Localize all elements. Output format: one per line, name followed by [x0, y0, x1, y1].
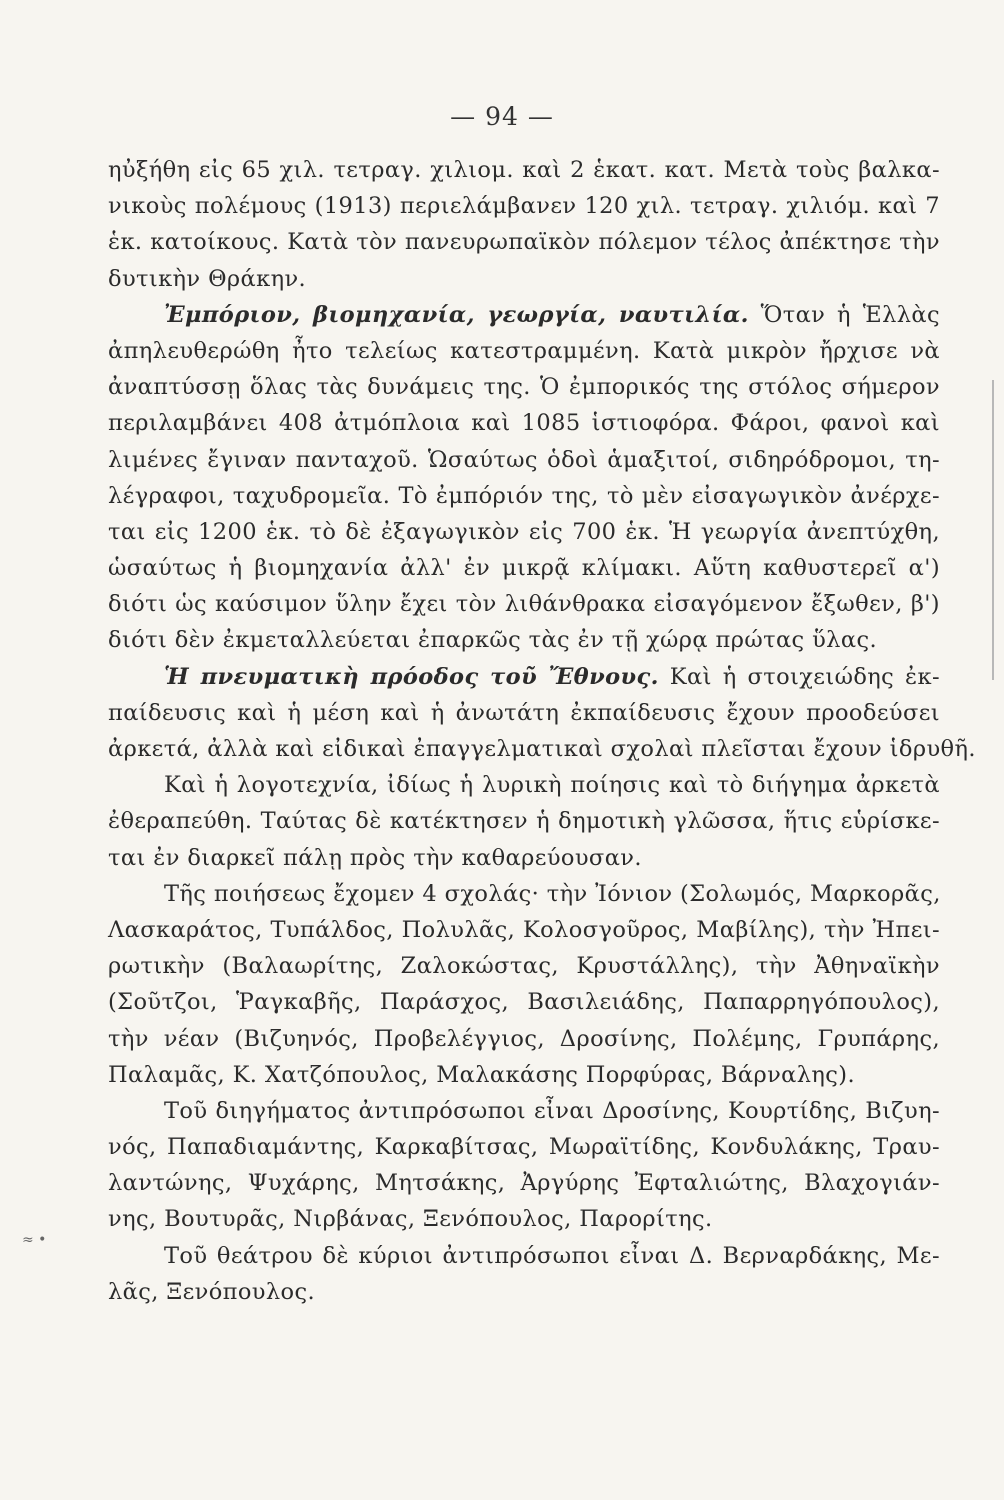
text-line: [108, 984, 940, 1020]
text-line: [108, 369, 940, 405]
line-text: ἑκ. κατοίκους. Κατὰ τὸν πανευρωπαϊκὸν πόλεμον τέλος ἀπέκτησε τὴν: [108, 229, 940, 256]
page-number: — 94 —: [450, 102, 554, 131]
text-line: [108, 1129, 940, 1165]
line-text: λαντώνης, Ψυχάρης, Μητσάκης, Ἀργύρης Ἐφταλιώτης, Βλαχογιάν-: [108, 1170, 940, 1197]
section-heading: Ἐμπόριον, βιομηχανία, γεωργία, ναυτιλία.: [164, 301, 749, 328]
text-line: [108, 948, 940, 984]
section-heading: Ἡ πνευματικὴ πρόοδος τοῦ Ἔθνους.: [164, 663, 659, 690]
line-text: Παλαμᾶς, Κ. Χατζόπουλος, Μαλακάσης Πορφύρας, Βάρναλης).: [108, 1061, 856, 1088]
text-line: [108, 1021, 940, 1057]
line-text: Λασκαράτος, Τυπάλδος, Πολυλᾶς, Κολοσγοῦρος, Μαβίλης), τὴν Ἠπει-: [108, 916, 940, 943]
page-edge-shadow: [992, 380, 994, 680]
body-text: [108, 152, 976, 1310]
text-line: [108, 478, 940, 514]
line-text: διότι ὡς καύσιμον ὕλην ἔχει τὸν λιθάνθρακα εἰσαγόμενον ἔξωθεν, β'): [108, 591, 940, 618]
line-text: διότι δὲν ἐκμεταλλεύεται ἐπαρκῶς τὰς ἐν τῇ χώρᾳ πρώτας ὕλας.: [108, 627, 877, 654]
line-text: (Σοῦτζοι, Ῥαγκαβῆς, Παράσχος, Βασιλειάδης, Παπαρρηγόπουλος),: [108, 989, 940, 1016]
line-text: περιλαμβάνει 408 ἀτμόπλοια καὶ 1085 ἱστιοφόρα. Φάροι, φανοὶ καὶ: [108, 410, 940, 437]
line-text: Καὶ ἡ λογοτεχνία, ἰδίως ἡ λυρικὴ ποίησις καὶ τὸ διήγημα ἀρκετὰ: [164, 772, 940, 799]
margin-mark: ≈ •: [22, 1232, 47, 1248]
line-text: Ὅταν ἡ Ἑλλὰς: [748, 301, 941, 328]
text-line: [108, 442, 940, 478]
text-line: [108, 659, 940, 695]
line-text: ἀπηλευθερώθη ἦτο τελείως κατεστραμμένη. Κατὰ μικρὸν ἤρχισε νὰ: [108, 337, 940, 364]
text-line: [108, 912, 940, 948]
line-text: ται εἰς 1200 ἑκ. τὸ δὲ ἐξαγωγικὸν εἰς 700 ἑκ. Ἡ γεωργία ἀνεπτύχθη,: [108, 518, 940, 545]
text-line: [108, 297, 940, 333]
line-text: ὡσαύτως ἡ βιομηχανία ἀλλ' ἐν μικρᾷ κλίμακι. Αὕτη καθυστερεῖ α'): [108, 555, 940, 582]
line-text: ἀναπτύσσῃ ὅλας τὰς δυνάμεις της. Ὁ ἐμπορικός της στόλος σήμερον: [108, 374, 940, 401]
text-line: [108, 695, 940, 731]
text-line: [108, 1201, 940, 1237]
text-line: [108, 1057, 940, 1093]
text-line: [108, 1274, 940, 1310]
text-line: [108, 514, 940, 550]
line-text: Τοῦ διηγήματος ἀντιπρόσωποι εἶναι Δροσίνης, Κουρτίδης, Βιζυη-: [164, 1097, 940, 1124]
text-line: [108, 1238, 940, 1274]
line-text: Καὶ ἡ στοιχειώδης ἐκ-: [658, 663, 940, 690]
line-text: ἐθεραπεύθη. Ταύτας δὲ κατέκτησεν ἡ δημοτικὴ γλῶσσα, ἥτις εὑρίσκε-: [108, 808, 940, 835]
text-line: [108, 840, 940, 876]
line-text: ἀρκετά, ἀλλὰ καὶ εἰδικαὶ ἐπαγγελματικαὶ σχολαὶ πλεῖσται ἔχουν ἱδρυθῆ.: [108, 736, 976, 762]
text-line: [108, 1165, 940, 1201]
line-text: ηὐξήθη εἰς 65 χιλ. τετραγ. χιλιομ. καὶ 2 ἑκατ. κατ. Μετὰ τοὺς βαλκα-: [108, 157, 940, 183]
text-line: [108, 152, 940, 188]
line-text: Τῆς ποιήσεως ἔχομεν 4 σχολάς· τὴν Ἰόνιον (Σολωμός, Μαρκορᾶς,: [164, 880, 941, 907]
text-line: [108, 767, 940, 803]
text-line: [108, 731, 976, 767]
line-text: νικοὺς πολέμους (1913) περιελάμβανεν 120 χιλ. τετραγ. χιλιόμ. καὶ 7: [108, 193, 940, 220]
text-line: [108, 876, 940, 912]
text-line: [108, 224, 940, 260]
text-line: [108, 550, 940, 586]
line-text: ρωτικὴν (Βαλαωρίτης, Ζαλοκώστας, Κρυστάλλης), τὴν Ἀθηναϊκὴν: [108, 953, 940, 980]
line-text: λᾶς, Ξενόπουλος.: [108, 1278, 316, 1305]
text-line: [108, 405, 940, 441]
line-text: λιμένες ἔγιναν πανταχοῦ. Ὡσαύτως ὁδοὶ ἁμαξιτοί, σιδηρόδρομοι, τη-: [108, 446, 940, 473]
text-line: [108, 1093, 940, 1129]
line-text: Τοῦ θεάτρου δὲ κύριοι ἀντιπρόσωποι εἶναι Δ. Βερναρδάκης, Με-: [164, 1242, 940, 1269]
line-text: νης, Βουτυρᾶς, Νιρβάνας, Ξενόπουλος, Παρορίτης.: [108, 1206, 713, 1233]
text-line: [108, 586, 940, 622]
line-text: νός, Παπαδιαμάντης, Καρκαβίτσας, Μωραϊτίδης, Κονδυλάκης, Τραυ-: [108, 1134, 940, 1161]
text-line: [108, 333, 940, 369]
text-line: [108, 622, 940, 658]
line-text: παίδευσις καὶ ἡ μέση καὶ ἡ ἀνωτάτη ἐκπαίδευσις ἔχουν προοδεύσει: [108, 699, 940, 726]
line-text: τὴν νέαν (Βιζυηνός, Προβελέγγιος, Δροσίνης, Πολέμης, Γρυπάρης,: [108, 1025, 940, 1052]
line-text: δυτικὴν Θράκην.: [108, 265, 307, 292]
line-text: λέγραφοι, ταχυδρομεῖα. Τὸ ἐμπόριόν της, τὸ μὲν εἰσαγωγικὸν ἀνέρχε-: [108, 482, 940, 509]
text-line: [108, 261, 940, 297]
text-line: [108, 803, 940, 839]
line-text: ται ἐν διαρκεῖ πάλῃ πρὸς τὴν καθαρεύουσαν.: [108, 844, 642, 871]
text-line: [108, 188, 940, 224]
